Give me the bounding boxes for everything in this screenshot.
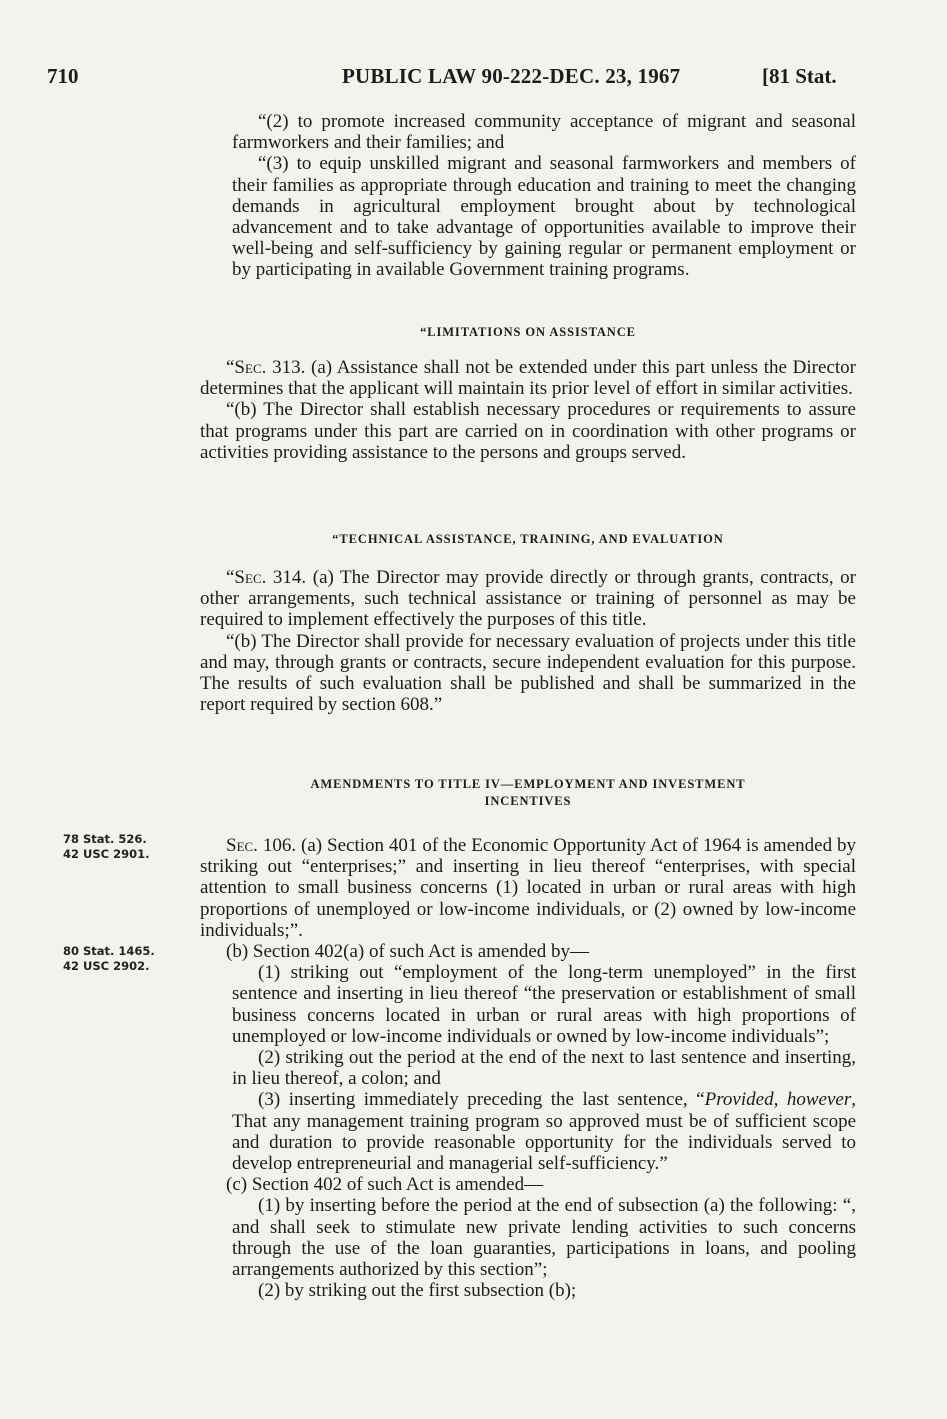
statute-reference: [81 Stat. (762, 64, 837, 88)
margin-note-line: 42 USC 2902. (63, 959, 150, 973)
paragraph: “(b) The Director shall establish necessary procedures or requirements to assure that programs under this part are carried on in coordination with other programs or activities providing assistance to the persons and groups served. (200, 399, 856, 463)
sub-list (200, 1195, 856, 1301)
paragraph (200, 567, 856, 631)
list-item: (1) by inserting before the period at the end of subsection (a) the following: “, and shall seek to stimulate new private lending activities to such concerns through the use of the loan guaranties, participations in loans, and pooling arrangements authorized by this section”; (232, 1195, 856, 1281)
section-314 (200, 567, 856, 715)
page-header-title: PUBLIC LAW 90-222-DEC. 23, 1967 (342, 64, 681, 88)
sub-list (200, 962, 856, 1174)
paragraph (200, 835, 856, 941)
list-item (232, 1089, 856, 1174)
page-number: 710 (47, 64, 79, 88)
paragraph: “(3) to equip unskilled migrant and seasonal farmworkers and members of their families as appropriate through education and training to meet the changing demands in agricultural employment brought about by technological advancement and to take advantage of opportunities available to improve their well-being and self-sufficiency by gaining regular or permanent employment or by participating in available Government training programs. (232, 153, 856, 281)
section-label: “Sec. (226, 357, 267, 378)
margin-note-line: 80 Stat. 1465. (63, 944, 155, 958)
title-heading-line: INCENTIVES (484, 794, 572, 808)
section-heading: “TECHNICAL ASSISTANCE, TRAINING, AND EVALUATION (332, 532, 724, 546)
paragraph: “(2) to promote increased community acceptance of migrant and seasonal farmworkers and their families; and (232, 111, 856, 154)
italic-phrase: Provided, however (704, 1089, 852, 1111)
list-item: (1) striking out “employment of the long-term unemployed” in the first sentence and inserting in lieu thereof “the preservation or establishment of small business concerns located in urban or rural areas with high proportions of unemployed or low-income individuals or owned by low-income individuals”; (232, 962, 856, 1047)
paragraph: (b) Section 402(a) of such Act is amended by— (226, 941, 590, 963)
margin-note-line: 42 USC 2901. (63, 847, 150, 861)
list-item-text: (3) inserting immediately preceding the last sentence, “ (258, 1089, 705, 1111)
list-item: (2) striking out the period at the end of the next to last sentence and inserting, in lieu thereof, a colon; and (232, 1047, 856, 1090)
paragraph-text: 313. (a) Assistance shall not be extended under this part unless the Director determines that the applicant will maintain its prior level of effort in similar activities. (200, 357, 856, 400)
list-item: (2) by striking out the first subsection (b); (258, 1280, 577, 1302)
margin-note-line: 78 Stat. 526. (63, 832, 147, 846)
list-item-text: , That any management training program so approved must be of sufficient scope and duration to provide reasonable opportunity for the individuals served to develop entrepreneurial and managerial self-sufficiency.” (232, 1089, 856, 1175)
paragraph: (c) Section 402 of such Act is amended— (226, 1174, 544, 1196)
title-heading-line: AMENDMENTS TO TITLE IV—EMPLOYMENT AND INVESTMENT (310, 777, 746, 791)
intro-block (232, 111, 856, 281)
section-106 (200, 835, 856, 1301)
paragraph-text: 106. (a) Section 401 of the Economic Opportunity Act of 1964 is amended by striking out “enterprises;” and inserting in lieu thereof “enterprises, with special attention to small business concerns (1) located in urban or rural areas with high proportions of unemployed or low-income individuals, or (2) owned by low-income individuals;”. (200, 835, 856, 941)
margin-note (63, 832, 149, 862)
section-313 (200, 357, 856, 463)
section-label: “Sec. (226, 567, 267, 588)
margin-note (63, 944, 155, 974)
paragraph-text: 314. (a) The Director may provide directly or through grants, contracts, or other arrangements, such technical assistance or training of personnel as may be required to implement effectively the purposes of this title. (200, 567, 856, 631)
section-heading: “LIMITATIONS ON ASSISTANCE (420, 325, 636, 339)
title-heading (200, 776, 856, 810)
section-label: Sec. (226, 835, 258, 856)
paragraph (200, 357, 856, 399)
paragraph: “(b) The Director shall provide for necessary evaluation of projects under this title and may, through grants or contracts, secure independent evaluation for this purpose. The results of such evaluation shall be published and shall be summarized in the report required by section 608.” (200, 630, 856, 716)
